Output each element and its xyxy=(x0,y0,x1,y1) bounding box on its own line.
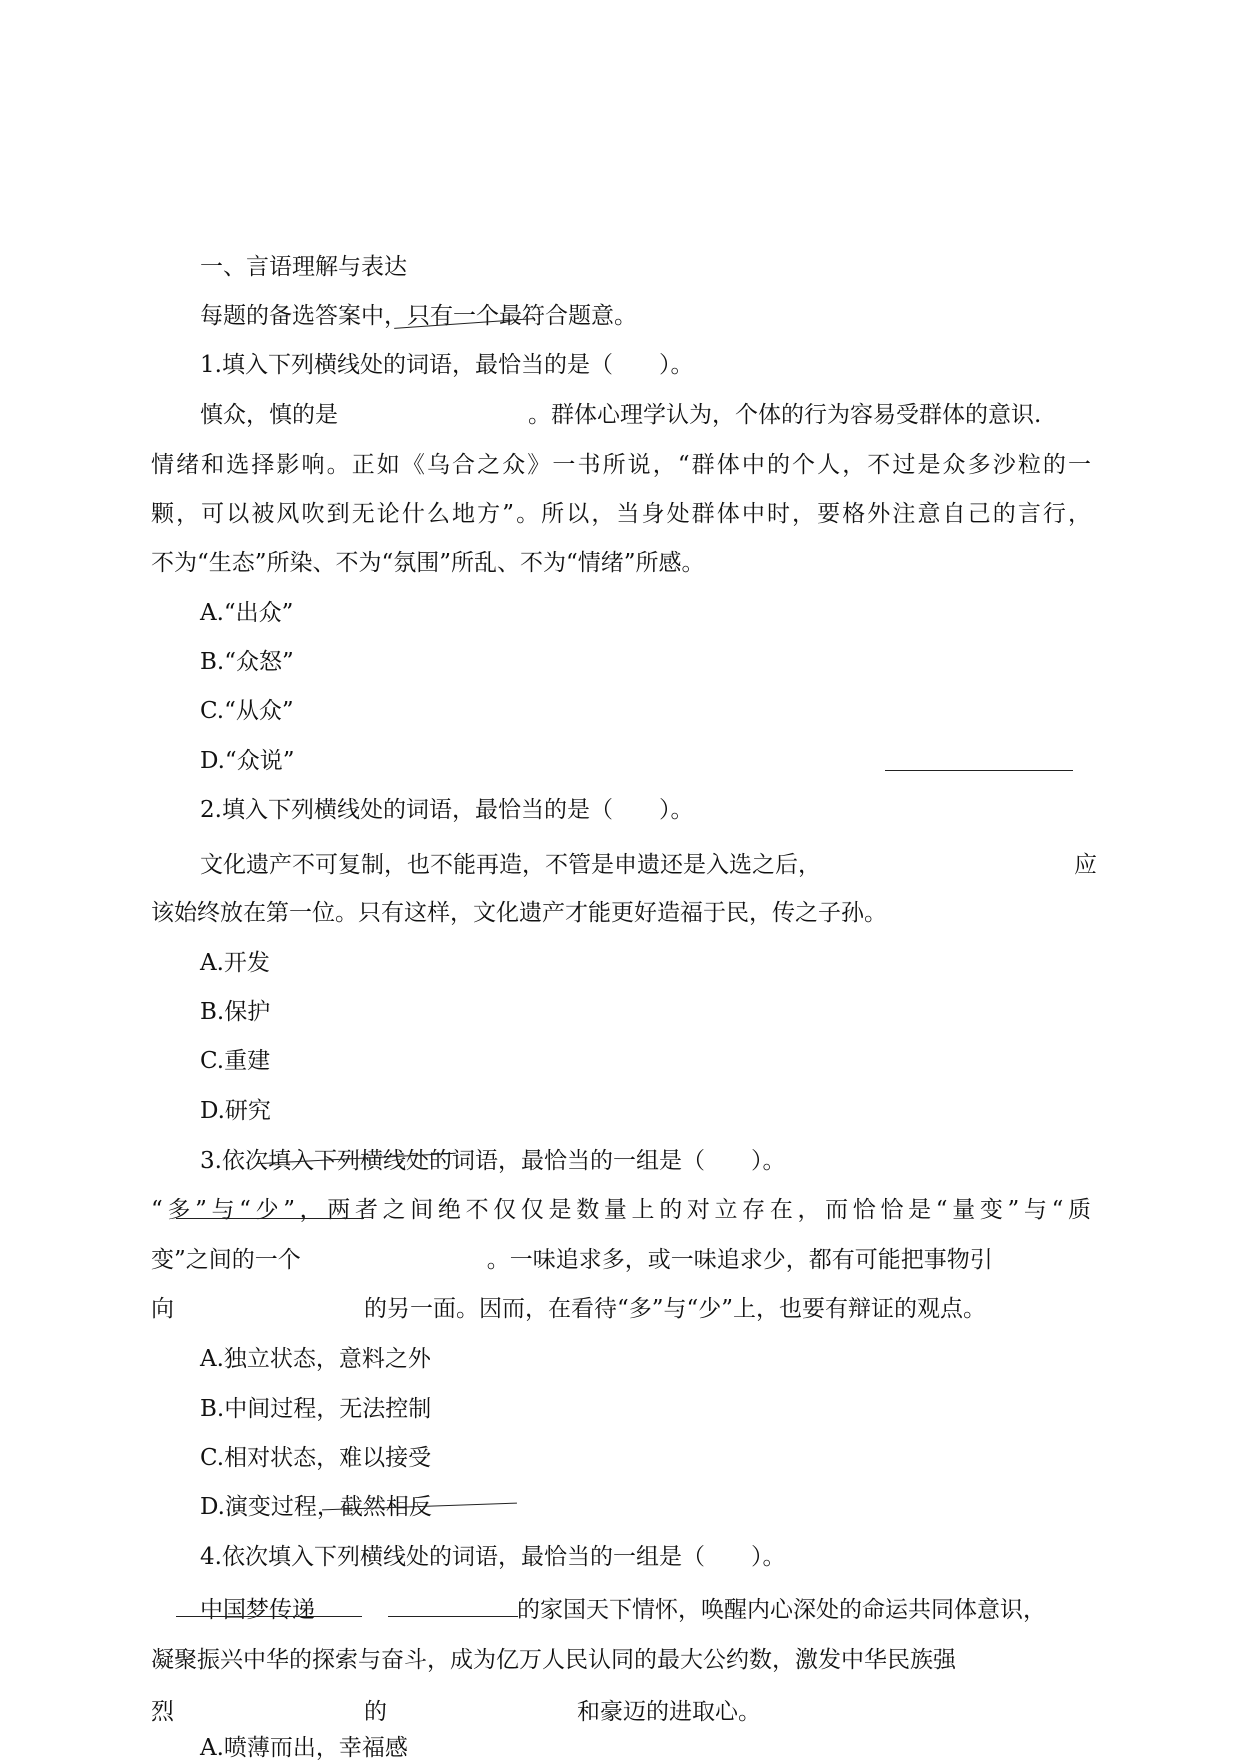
question-2-passage-line-end: 应 xyxy=(1074,852,1097,878)
option-d: D.演变过程，截然相反 xyxy=(200,1494,432,1520)
question-1-passage-line: 颗，可以被风吹到无论什么地方”。所以，当身处群体中时，要格外注意自己的言行， xyxy=(151,501,1091,527)
question-4-passage-fragment: 和豪迈的进取心。 xyxy=(577,1699,761,1725)
option-c: C.重建 xyxy=(200,1048,271,1074)
option-a: A.独立状态，意料之外 xyxy=(200,1346,431,1372)
question-4-passage-line: 中国梦传递 xyxy=(200,1597,315,1623)
question-text: 依次填入下列横线处的词语，最恰当的一组是（ ）。 xyxy=(221,1148,786,1174)
underline-mark xyxy=(885,770,1073,771)
question-1-stem xyxy=(200,350,693,380)
underline-mark xyxy=(176,1218,364,1219)
question-4-passage-line: 的家国天下情怀，唤醒内心深处的命运共同体意识， xyxy=(517,1597,1046,1623)
question-3-passage-line: “多”与“少”，两者之间绝不仅仅是数量上的对立存在，而恰恰是“量变”与“质 xyxy=(151,1197,1091,1223)
question-4-stem xyxy=(200,1542,785,1572)
option-a: A.喷薄而出，幸福感 xyxy=(200,1735,408,1761)
section-instruction: 每题的备选答案中，只有一个最符合题意。 xyxy=(200,303,637,329)
option-d: D.“众说” xyxy=(200,748,295,774)
option-b: B.中间过程，无法控制 xyxy=(200,1396,432,1422)
question-2-passage-line: 文化遗产不可复制，也不能再造，不管是申遗还是入选之后， xyxy=(200,852,821,878)
option-c: C.“从众” xyxy=(200,698,294,724)
question-text: 填入下列横线处的词语，最恰当的是（ ）。 xyxy=(221,352,694,378)
question-2-passage-line: 该始终放在第一位。只有这样，文化遗产才能更好造福于民，传之子孙。 xyxy=(151,900,887,926)
option-b: B.保护 xyxy=(200,999,271,1025)
underline-mark xyxy=(176,1616,362,1617)
question-number: 4. xyxy=(200,1544,222,1570)
question-1-passage-line: 情绪和选择影响。正如《乌合之众》一书所说，“群体中的个人，不过是众多沙粒的一 xyxy=(151,452,1091,478)
question-3-passage-line: 向 的另一面。因而，在看待“多”与“少”上，也要有辩证的观点。 xyxy=(151,1296,987,1322)
question-1-passage-line: 不为“生态”所染、不为“氛围”所乱、不为“情绪”所感。 xyxy=(151,550,705,576)
question-2-stem xyxy=(200,795,693,825)
section-title: 一、言语理解与表达 xyxy=(200,254,407,280)
question-number: 2. xyxy=(200,797,222,823)
question-3-passage-line: 变”之间的一个 。一味追求多，或一味追求少，都有可能把事物引 xyxy=(151,1247,993,1273)
question-text: 依次填入下列横线处的词语，最恰当的一组是（ ）。 xyxy=(221,1544,786,1570)
question-1-passage-line: 慎众，慎的是 。群体心理学认为，个体的行为容易受群体的意识. xyxy=(200,402,1042,428)
option-a: A.“出众” xyxy=(200,600,294,626)
underline-mark xyxy=(388,1616,518,1617)
option-b: B.“众怒” xyxy=(200,649,294,675)
option-d: D.研究 xyxy=(200,1098,271,1124)
option-a: A.开发 xyxy=(200,950,270,976)
question-4-passage-fragment: 的 xyxy=(364,1699,387,1725)
question-number: 3. xyxy=(200,1148,222,1174)
question-4-passage-line: 凝聚振兴中华的探索与奋斗，成为亿万人民认同的最大公约数，激发中华民族强 xyxy=(151,1647,956,1673)
option-c: C.相对状态，难以接受 xyxy=(200,1445,432,1471)
question-number: 1. xyxy=(200,352,222,378)
question-4-passage-fragment: 烈 xyxy=(151,1699,174,1725)
question-text: 填入下列横线处的词语，最恰当的是（ ）。 xyxy=(221,797,694,823)
